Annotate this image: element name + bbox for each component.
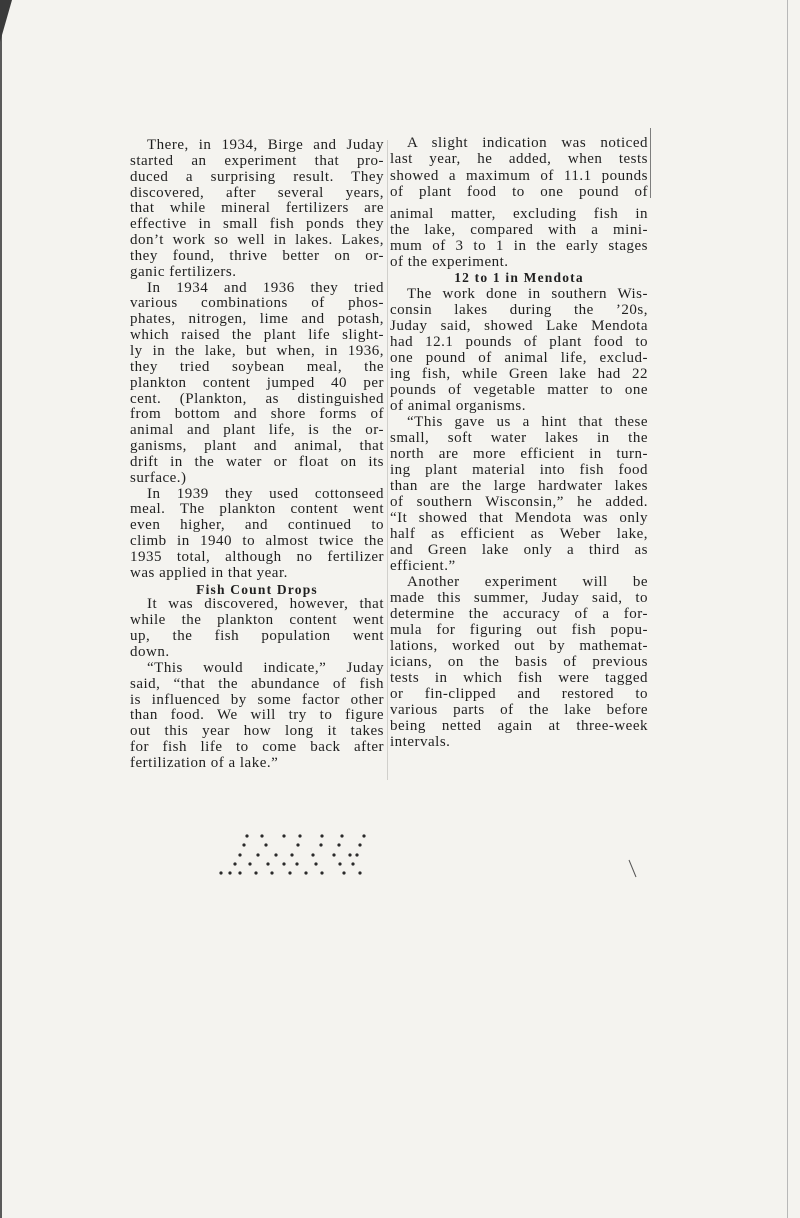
clipping-cut-edge bbox=[650, 128, 651, 198]
text-line: various parts of the lake before bbox=[390, 701, 648, 718]
text-line: of southern Wisconsin,” he added. bbox=[390, 493, 648, 510]
perforation-dot bbox=[219, 871, 222, 874]
text-line: Another experiment will be bbox=[407, 573, 648, 590]
text-line: showed a maximum of 11.1 pounds bbox=[390, 167, 648, 184]
text-line: was applied in that year. bbox=[130, 564, 288, 581]
perforation-dot bbox=[337, 843, 340, 846]
text-line: It was discovered, however, that bbox=[147, 596, 384, 613]
text-line: climb in 1940 to almost twice the bbox=[130, 533, 384, 550]
text-line: than food. We will try to figure bbox=[130, 707, 384, 724]
text-line: duced a surprising result. They bbox=[130, 168, 384, 185]
text-line: animal and plant life, is the or- bbox=[130, 422, 384, 439]
text-line: The work done in southern Wis- bbox=[407, 285, 648, 302]
perforation-dot bbox=[319, 843, 322, 846]
text-line: is influenced by some factor other bbox=[130, 691, 384, 708]
paragraph bbox=[130, 138, 384, 281]
text-line: don’t work so well in lakes. Lakes, bbox=[130, 232, 384, 249]
text-line: ing plant material into fish food bbox=[390, 461, 648, 478]
text-line: various combinations of phos- bbox=[130, 295, 384, 312]
perforation-dot bbox=[311, 853, 314, 856]
text-line: There, in 1934, Birge and Juday bbox=[147, 137, 384, 153]
text-line: Juday said, showed Lake Mendota bbox=[390, 317, 648, 334]
text-line: north are more efficient in turn- bbox=[390, 445, 648, 462]
perforation-dot bbox=[288, 871, 291, 874]
perforation-dot bbox=[348, 853, 351, 856]
paragraph bbox=[130, 597, 384, 660]
text-line: small, soft water lakes in the bbox=[390, 429, 648, 446]
right-column bbox=[390, 135, 648, 750]
text-line: down. bbox=[130, 644, 170, 660]
perforation-dot bbox=[351, 862, 354, 865]
paragraph bbox=[130, 661, 384, 772]
text-line: ganic fertilizers. bbox=[130, 263, 237, 280]
text-line: being netted again at three-week bbox=[390, 717, 648, 734]
text-line: lations, worked out by mathemat- bbox=[390, 637, 648, 654]
text-line: up, the fish population went bbox=[130, 628, 384, 645]
perforation-dot bbox=[270, 871, 273, 874]
text-line: meal. The plankton content went bbox=[130, 501, 384, 518]
text-line: ganisms, plant and animal, that bbox=[130, 438, 384, 455]
perforation-dot bbox=[254, 871, 257, 874]
perforation-dot bbox=[248, 862, 251, 865]
text-line: had 12.1 pounds of plant food to bbox=[390, 333, 648, 350]
perforation-stamp bbox=[210, 828, 380, 883]
scan-edge-right bbox=[787, 0, 788, 1218]
text-line: fertilization of a lake.” bbox=[130, 754, 279, 771]
text-line: of animal organisms. bbox=[390, 397, 526, 414]
text-line: from bottom and shore forms of bbox=[130, 406, 384, 423]
left-column bbox=[130, 138, 384, 772]
text-line: consin lakes during the ’20s, bbox=[390, 301, 648, 318]
paragraph bbox=[130, 487, 384, 582]
perforation-dot bbox=[342, 871, 345, 874]
text-line: drift in the water or float on its bbox=[130, 453, 384, 470]
text-line: In 1939 they used cottonseed bbox=[147, 485, 384, 502]
perforation-dot bbox=[355, 853, 358, 856]
perforation-dot bbox=[332, 853, 335, 856]
text-line: cent. (Plankton, as distinguished bbox=[130, 390, 384, 407]
perforation-dot bbox=[256, 853, 259, 856]
perforation-dot bbox=[282, 834, 285, 837]
perforation-dot bbox=[358, 843, 361, 846]
text-line: out this year how long it takes bbox=[130, 723, 384, 740]
text-line: “This would indicate,” Juday bbox=[147, 659, 384, 676]
text-line: “It showed that Mendota was only bbox=[390, 509, 648, 526]
scan-edge-left bbox=[0, 0, 2, 1218]
text-line: or fin-clipped and restored to bbox=[390, 685, 648, 702]
perforation-dot bbox=[295, 862, 298, 865]
perforation-dot bbox=[358, 871, 361, 874]
scan-corner-shadow bbox=[0, 0, 14, 44]
clipping-cut-edge bbox=[387, 140, 388, 780]
text-line: surface.) bbox=[130, 469, 187, 486]
text-line: animal matter, excluding fish in bbox=[390, 205, 648, 222]
text-line: of plant food to one pound of bbox=[390, 183, 648, 200]
text-line: that while mineral fertilizers are bbox=[130, 200, 384, 217]
perforation-dot bbox=[238, 871, 241, 874]
perforation-dot bbox=[282, 862, 285, 865]
text-line: they found, thrive better on or- bbox=[130, 247, 384, 264]
text-line: determine the accuracy of a for- bbox=[390, 605, 648, 622]
text-line: 1935 total, although no fertilizer bbox=[130, 548, 384, 565]
text-line: effective in small fish ponds they bbox=[130, 216, 384, 233]
perforation-dot bbox=[242, 843, 245, 846]
text-line: of the experiment. bbox=[390, 253, 509, 270]
perforation-dot bbox=[362, 834, 365, 837]
text-line: intervals. bbox=[390, 733, 451, 750]
text-line: one pound of animal life, exclud- bbox=[390, 349, 648, 366]
text-line: discovered, after several years, bbox=[130, 184, 384, 201]
text-line: the lake, compared with a mini- bbox=[390, 221, 648, 238]
perforation-dot bbox=[320, 871, 323, 874]
text-line: phates, nitrogen, lime and potash, bbox=[130, 311, 384, 328]
text-line: they tried soybean meal, the bbox=[130, 358, 384, 375]
perforation-dot bbox=[264, 843, 267, 846]
text-line: “This gave us a hint that these bbox=[407, 413, 648, 430]
text-line: ing fish, while Green lake had 22 bbox=[390, 365, 648, 382]
text-line: even higher, and continued to bbox=[130, 517, 384, 534]
perforation-dot bbox=[266, 862, 269, 865]
text-line: than are the large hardwater lakes bbox=[390, 477, 648, 494]
section-heading: 12 to 1 in Mendota bbox=[454, 269, 584, 285]
paragraph bbox=[390, 286, 648, 414]
text-line: for fish life to come back after bbox=[130, 739, 384, 756]
perforation-dot bbox=[340, 834, 343, 837]
paragraph bbox=[130, 281, 384, 487]
text-line: A slight indication was noticed bbox=[407, 135, 648, 151]
right-column-continuation bbox=[390, 206, 648, 750]
text-line: icians, on the basis of previous bbox=[390, 653, 648, 670]
text-line: last year, he added, when tests bbox=[390, 151, 648, 168]
perforation-dot bbox=[238, 853, 241, 856]
perforation-dot bbox=[274, 853, 277, 856]
text-line: while the plankton content went bbox=[130, 612, 384, 629]
paragraph bbox=[390, 414, 648, 574]
text-line: mula for figuring out fish popu- bbox=[390, 621, 648, 638]
perforation-dot bbox=[320, 834, 323, 837]
text-line: started an experiment that pro- bbox=[130, 152, 384, 169]
text-line: ly in the lake, but when, in 1936, bbox=[130, 342, 384, 359]
text-line: said, “that the abundance of fish bbox=[130, 675, 384, 692]
perforation-dot bbox=[228, 871, 231, 874]
section-heading: Fish Count Drops bbox=[196, 581, 318, 597]
text-line: half as efficient as Weber lake, bbox=[390, 525, 648, 542]
text-line: mum of 3 to 1 in the early stages bbox=[390, 237, 648, 254]
perforation-dot bbox=[338, 862, 341, 865]
text-line: efficient.” bbox=[390, 557, 456, 574]
stray-scan-mark bbox=[626, 858, 640, 880]
text-line: pounds of vegetable matter to one bbox=[390, 381, 648, 398]
perforation-dot bbox=[233, 862, 236, 865]
perforation-dot bbox=[245, 834, 248, 837]
paragraph bbox=[390, 574, 648, 750]
perforation-dot bbox=[314, 862, 317, 865]
text-line: tests in which fish were tagged bbox=[390, 669, 648, 686]
text-line: plankton content jumped 40 per bbox=[130, 374, 384, 391]
text-line: which raised the plant life slight- bbox=[130, 327, 384, 344]
paragraph bbox=[390, 206, 648, 270]
perforation-dot bbox=[298, 834, 301, 837]
text-line: made this summer, Juday said, to bbox=[390, 589, 648, 606]
perforation-dot bbox=[260, 834, 263, 837]
perforation-dot bbox=[296, 843, 299, 846]
text-line: and Green lake only a third as bbox=[390, 541, 648, 558]
text-line: In 1934 and 1936 they tried bbox=[147, 279, 384, 296]
perforation-dot bbox=[290, 853, 293, 856]
paragraph bbox=[390, 135, 648, 200]
perforation-dot bbox=[304, 871, 307, 874]
